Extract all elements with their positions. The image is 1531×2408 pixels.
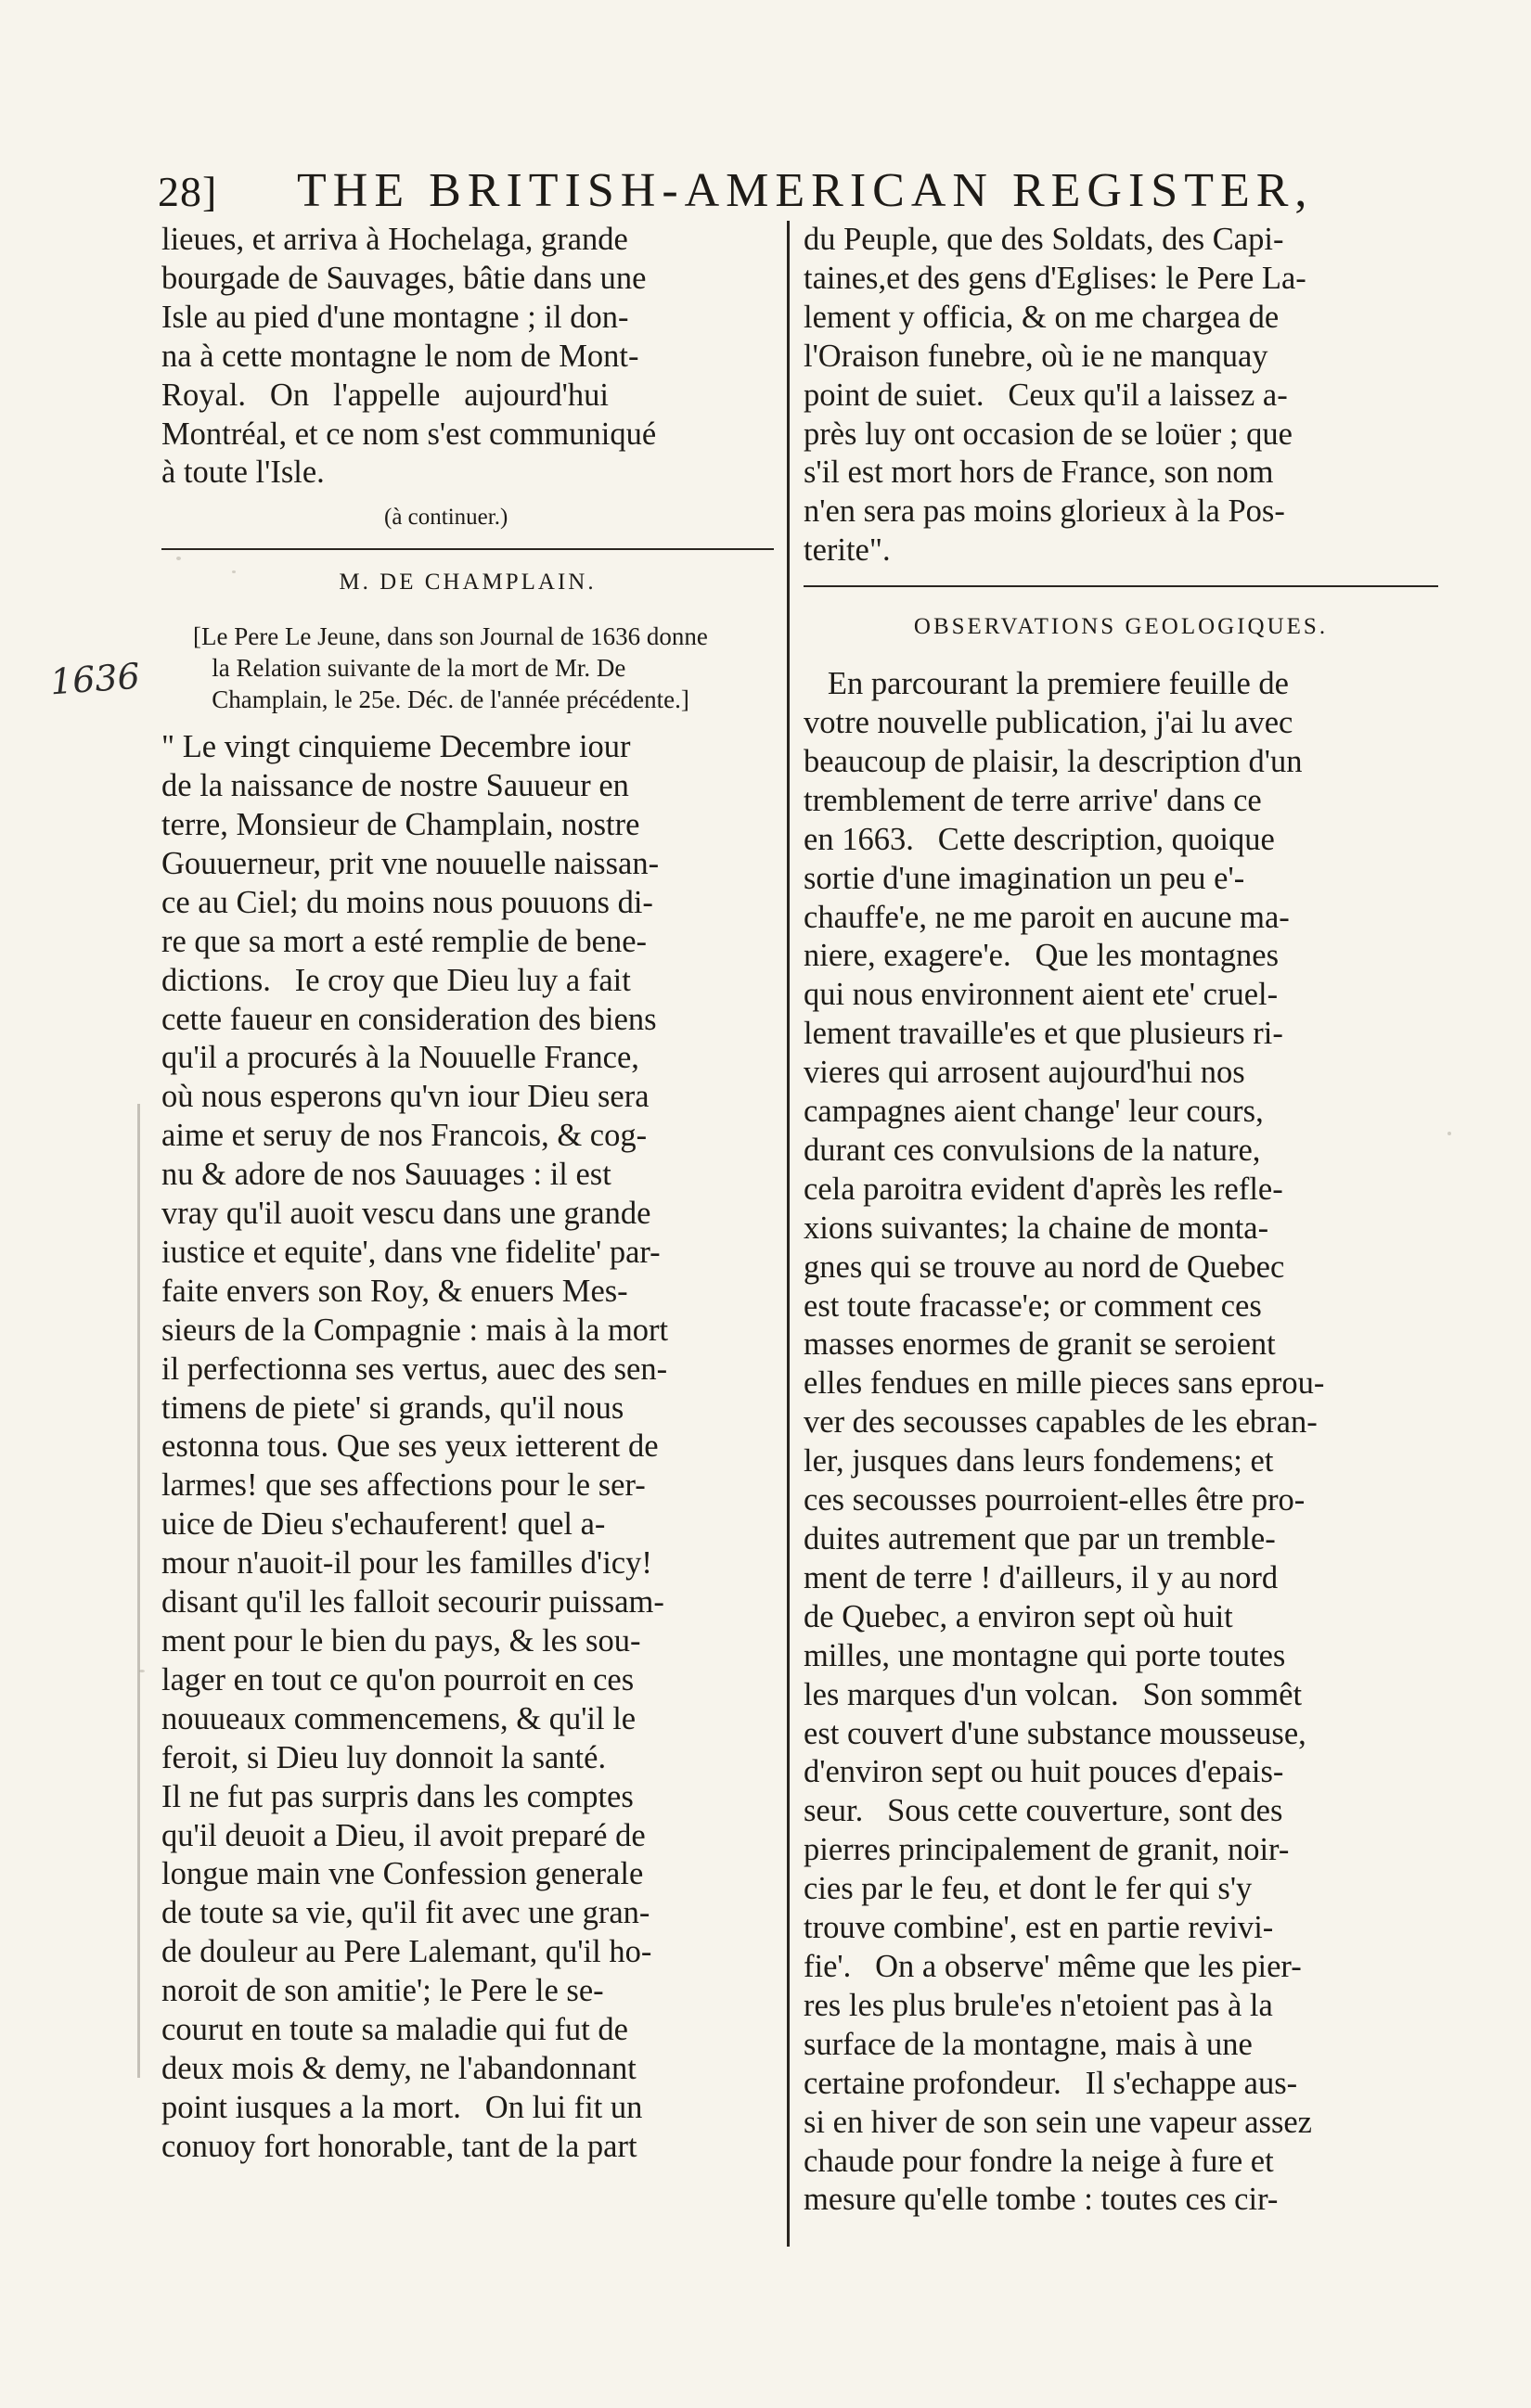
text-line: duites autrement que par un tremble-	[804, 1521, 1276, 1556]
text-line: du Peuple, que des Soldats, des Capi-	[804, 222, 1284, 257]
text-line: bourgade de Sauvages, bâtie dans une	[161, 260, 647, 296]
text-line: noroit de son amitie'; le Pere le se-	[161, 1973, 604, 2009]
text-line: ces secousses pourroient-elles être pro-	[804, 1482, 1306, 1518]
text-line: estonna tous. Que ses yeux ietterent de	[161, 1428, 659, 1465]
text-line: de toute sa vie, qu'il fit avec une gran-	[161, 1895, 650, 1931]
intro-line: Champlain, le 25e. Déc. de l'année précédente.]	[193, 685, 689, 714]
text-line: certaine profondeur. Il s'echappe aus-	[804, 2065, 1298, 2101]
text-line: " Le vingt cinquieme Decembre iour	[161, 729, 631, 765]
text-line: les marques d'un volcan. Son sommêt	[804, 1676, 1303, 1712]
text-line: point iusques a la mort. On lui fit un	[161, 2089, 643, 2125]
text-line: re que sa mort a esté remplie de bene-	[161, 923, 648, 959]
column-divider	[787, 221, 790, 2247]
right-column	[804, 221, 1438, 2220]
text-line: l'Oraison funebre, où ie ne manquay	[804, 338, 1268, 374]
text-line: près luy ont occasion de se loüer ; que	[804, 416, 1293, 452]
text-line: courut en toute sa maladie qui fut de	[161, 2012, 628, 2048]
text-line: na à cette montagne le nom de Mont-	[161, 338, 639, 374]
text-line: feroit, si Dieu luy donnoit la santé.	[161, 1739, 607, 1775]
text-line: campagnes aient change' leur cours,	[804, 1094, 1264, 1130]
text-line: sortie d'une imagination un peu e'-	[804, 860, 1245, 896]
text-line: lager en tout ce qu'on pourroit en ces	[161, 1661, 635, 1697]
text-line: où nous esperons qu'vn iour Dieu sera	[161, 1079, 650, 1115]
text-line: est couvert d'une substance mousseuse,	[804, 1715, 1306, 1751]
text-line: gnes qui se trouve au nord de Quebec	[804, 1249, 1285, 1285]
text-line: à toute l'Isle.	[161, 455, 325, 491]
text-line: deux mois & demy, ne l'abandonnant	[161, 2050, 637, 2086]
text-line: En parcourant la premiere feuille de	[804, 666, 1289, 702]
text-line: votre nouvelle publication, j'ai lu avec	[804, 704, 1293, 740]
text-line: pierres principalement de granit, noir-	[804, 1832, 1290, 1868]
text-line: Royal. On l'appelle aujourd'hui	[161, 377, 609, 413]
text-line: terite".	[804, 532, 891, 569]
text-line: fie'. On a observe' même que les pier-	[804, 1948, 1302, 1984]
text-line: iustice et equite', dans vne fidelite' par-	[161, 1234, 661, 1270]
right-continuation-text	[804, 221, 1438, 570]
text-line: nu & adore de nos Sauuages : il est	[161, 1157, 611, 1193]
text-line: Gouuerneur, prit vne nouuelle naissan-	[161, 845, 660, 881]
text-line: timens de piete' si grands, qu'il nous	[161, 1390, 624, 1426]
text-line: durant ces convulsions de la nature,	[804, 1132, 1261, 1168]
champlain-body-text	[161, 728, 774, 2167]
text-line: s'il est mort hors de France, son nom	[804, 455, 1274, 491]
page-number: 28]	[158, 168, 218, 215]
section-rule	[804, 585, 1438, 587]
text-line: qu'il a procurés à la Nouuelle France,	[161, 1040, 639, 1076]
text-line: disant qu'il les falloit secourir puissam-	[161, 1584, 664, 1620]
text-line: ler, jusques dans leurs fondemens; et	[804, 1443, 1274, 1479]
text-line: longue main vne Confession generale	[161, 1856, 644, 1892]
text-line: Isle au pied d'une montagne ; il don-	[161, 299, 629, 335]
text-line: chauffe'e, ne me paroit en aucune ma-	[804, 899, 1290, 935]
text-line: en 1663. Cette description, quoique	[804, 821, 1275, 857]
running-title: THE BRITISH-AMERICAN REGISTER,	[297, 164, 1314, 217]
text-line: cies par le feu, et dont le fer qui s'y	[804, 1871, 1253, 1907]
text-line: nouueaux commencemens, & qu'il le	[161, 1700, 637, 1736]
text-line: lieues, et arriva à Hochelaga, grande	[161, 222, 628, 257]
text-line: conuoy fort honorable, tant de la part	[161, 2128, 637, 2164]
text-line: de Quebec, a environ sept où huit	[804, 1598, 1233, 1634]
geologiques-body-text	[804, 665, 1438, 2220]
text-line: ver des secousses capables de les ebran-	[804, 1404, 1318, 1441]
paper-speck	[139, 1670, 145, 1672]
section-rule	[161, 548, 774, 550]
text-line: elles fendues en mille pieces sans eprou-	[804, 1365, 1325, 1402]
text-line: n'en sera pas moins glorieux à la Pos-	[804, 493, 1285, 530]
text-line: d'environ sept ou huit pouces d'epais-	[804, 1754, 1284, 1790]
paper-speck	[1447, 1132, 1451, 1135]
text-line: chaude pour fondre la neige à fure et	[804, 2143, 1274, 2179]
text-line: est toute fracasse'e; or comment ces	[804, 1287, 1262, 1324]
text-line: beaucoup de plaisir, la description d'un	[804, 743, 1303, 779]
text-line: cela paroitra evident d'après les refle-	[804, 1171, 1283, 1207]
paper-speck	[232, 570, 236, 573]
intro-line: [Le Pere Le Jeune, dans son Journal de 1636 donne	[193, 622, 708, 651]
text-line: de la naissance de nostre Sauueur en	[161, 768, 629, 804]
text-line: il perfectionna ses vertus, auec des sen-	[161, 1351, 668, 1387]
text-line: seur. Sous cette couverture, sont des	[804, 1793, 1283, 1829]
text-line: aime et seruy de nos Francois, & cog-	[161, 1118, 648, 1154]
left-continuation-text	[161, 221, 774, 493]
text-line: faite envers son Roy, & enuers Mes-	[161, 1273, 628, 1309]
text-line: de douleur au Pere Lalemant, qu'il ho-	[161, 1934, 652, 1970]
text-line: vieres qui arrosent aujourd'hui nos	[804, 1055, 1245, 1091]
margin-bleed-line	[137, 1104, 140, 2078]
text-line: lement travaille'es et que plusieurs ri-	[804, 1016, 1283, 1052]
text-line: terre, Monsieur de Champlain, nostre	[161, 806, 640, 842]
continuation-note: (à continuer.)	[384, 505, 508, 531]
page-header	[158, 160, 1410, 226]
section-heading-geologiques: OBSERVATIONS GEOLOGIQUES.	[913, 614, 1329, 640]
paper-speck	[176, 557, 181, 560]
text-line: larmes! que ses affections pour le ser-	[161, 1467, 646, 1504]
left-column	[161, 221, 774, 2167]
text-line: lement y officia, & on me chargea de	[804, 299, 1280, 335]
text-line: cette faueur en consideration des biens	[161, 1001, 657, 1037]
text-line: qui nous environnent aient ete' cruel-	[804, 977, 1279, 1013]
text-line: qu'il deuoit a Dieu, il avoit preparé de	[161, 1817, 646, 1853]
text-line: uice de Dieu s'echauferent! quel a-	[161, 1506, 606, 1543]
text-line: Il ne fut pas surpris dans les comptes	[161, 1778, 634, 1814]
margin-handwritten-note: 1636	[48, 655, 142, 703]
text-line: taines,et des gens d'Eglises: le Pere La-	[804, 260, 1306, 296]
text-line: ment pour le bien du pays, & les sou-	[161, 1623, 641, 1659]
text-line: point de suiet. Ceux qu'il a laissez a-	[804, 377, 1288, 413]
text-line: si en hiver de son sein une vapeur assez	[804, 2104, 1312, 2140]
text-line: masses enormes de granit se seroient	[804, 1326, 1276, 1363]
text-line: res les plus brule'es n'etoient pas à la	[804, 1987, 1273, 2023]
text-line: niere, exagere'e. Que les montagnes	[804, 938, 1279, 974]
text-line: sieurs de la Compagnie : mais à la mort	[161, 1312, 669, 1348]
text-line: xions suivantes; la chaine de monta-	[804, 1210, 1269, 1246]
text-line: vray qu'il auoit vescu dans une grande	[161, 1196, 651, 1232]
section-heading-champlain: M. DE CHAMPLAIN.	[339, 570, 597, 596]
text-line: dictions. Ie croy que Dieu luy a fait	[161, 962, 631, 998]
text-line: mesure qu'elle tombe : toutes ces cir-	[804, 2182, 1279, 2218]
text-line: Montréal, et ce nom s'est communiqué	[161, 416, 657, 452]
text-line: ment de terre ! d'ailleurs, il y au nord	[804, 1559, 1279, 1595]
text-line: surface de la montagne, mais à une	[804, 2026, 1253, 2062]
text-line: milles, une montagne qui porte toutes	[804, 1637, 1286, 1673]
text-line: tremblement de terre arrive' dans ce	[804, 782, 1262, 818]
text-line: trouve combine', est en partie revivi-	[804, 1910, 1274, 1946]
section-intro-note	[193, 621, 774, 715]
text-line: ce au Ciel; du moins nous pouuons di-	[161, 884, 653, 920]
intro-line: la Relation suivante de la mort de Mr. De	[193, 654, 626, 683]
text-line: mour n'auoit-il pour les familles d'icy!	[161, 1545, 652, 1582]
